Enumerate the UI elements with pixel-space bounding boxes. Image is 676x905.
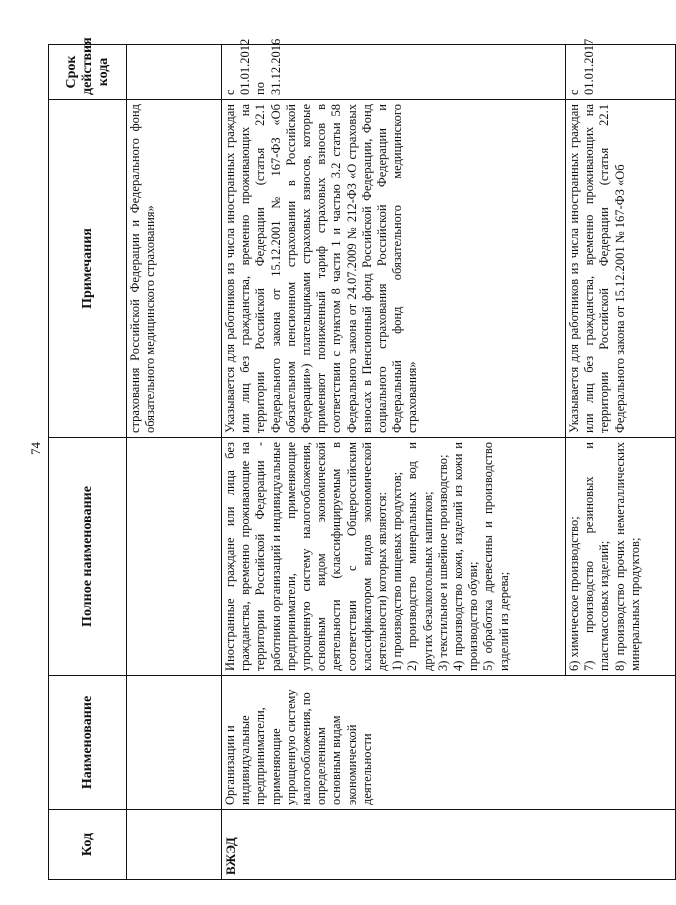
cell-notes: [222, 100, 676, 438]
full-name-part-b: [565, 438, 675, 675]
cell-notes-prev: страхования Российской Федерации и Федерального фонд обязательного медицинского страхования»: [127, 100, 222, 438]
full-name-intro: Иностранные граждане или лица без гражданства, временно проживающие на территории Российской Федерации - работники организаций и индивидуальные предприниматели, применяющие упрощенную систему налогообложения, основным видом экономической деятельности (классифицируемым в соответствии с Общероссийским классификатором видов экономической деятельности) которых являются:: [223, 442, 390, 671]
cell-validity: [222, 38, 676, 100]
cell-full-name: [222, 438, 676, 676]
cell-name-prev: [127, 676, 222, 810]
page-number: 74: [28, 442, 43, 455]
notes-part-a: Указывается для работников из числа иностранных граждан или лиц без гражданства, временно проживающих на территории Российской Федерации (статья 22.1 Федерального закона от 15.12.2001 № 167-ФЗ «Об обязательном пенсионном страховании в Российской Федерации») плательщиками страховых взносов, которые применяют пониженный тариф страховых взносов в соответствии с пунктом 8 части 1 и частью 3.2 статьи 58 Федерального закона от 24.07.2009 № 212-ФЗ «О страховых взносах в Пенсионный фонд Российской Федерации, Фонд социального страхования Российской Федерации и Федеральный фонд обязательного медицинского страхования»: [223, 104, 420, 433]
table-row-continuation: [127, 45, 222, 880]
rotated-page-content: [48, 37, 642, 880]
activity-item: 2) производство минеральных вод и других безалкогольных напитков;: [405, 442, 435, 671]
validity-part-a: с 01.01.2012 по 31.12.2016: [223, 38, 283, 95]
activity-item: 6) химическое производство;: [567, 516, 581, 671]
activity-item: 8) производство прочих неметаллических минеральных продуктов;: [612, 442, 642, 671]
header-code: Код: [49, 810, 127, 880]
table-row-vzhed: [222, 45, 676, 880]
header-name: Наименование: [49, 676, 127, 810]
notes-part-b: Указывается для работников из числа иностранных граждан или лиц без гражданства, временно проживающих на территории Российской Федерации (статья 22.1 Федерального закона от 15.12.2001 № 167-ФЗ «Об: [565, 100, 675, 437]
cell-code: [222, 810, 676, 880]
activity-item: 3) текстильное и швейное производство;: [435, 454, 450, 671]
header-validity: Срок действия кода: [49, 45, 127, 100]
table-header-row: [49, 45, 127, 880]
cell-name: Организации и индивидуальные предприниматели, применяющие упрощенную систему налогообложения, по определенным основным видам экономической деятельности: [222, 676, 676, 810]
activity-item: 7) производство резиновых и пластмассовых изделий;: [582, 442, 612, 671]
cell-full-name-prev: [127, 438, 222, 676]
activity-item: 4) производство кожи, изделий из кожи и производство обуви;: [451, 442, 481, 671]
codes-table: [48, 37, 676, 880]
header-notes: Примечания: [49, 100, 127, 438]
activity-item: 1) производство пищевых продуктов;: [390, 471, 405, 671]
code-value: ВЖЭД: [223, 837, 238, 875]
validity-part-b: с 01.01.2017: [565, 45, 675, 99]
header-full-name: Полное наименование: [49, 438, 127, 676]
cell-validity-prev: [127, 45, 222, 100]
cell-code-prev: [127, 810, 222, 880]
activity-item: 5) обработка древесины и производство изделий из дерева;: [481, 442, 511, 671]
full-name-part-a: [222, 438, 565, 675]
